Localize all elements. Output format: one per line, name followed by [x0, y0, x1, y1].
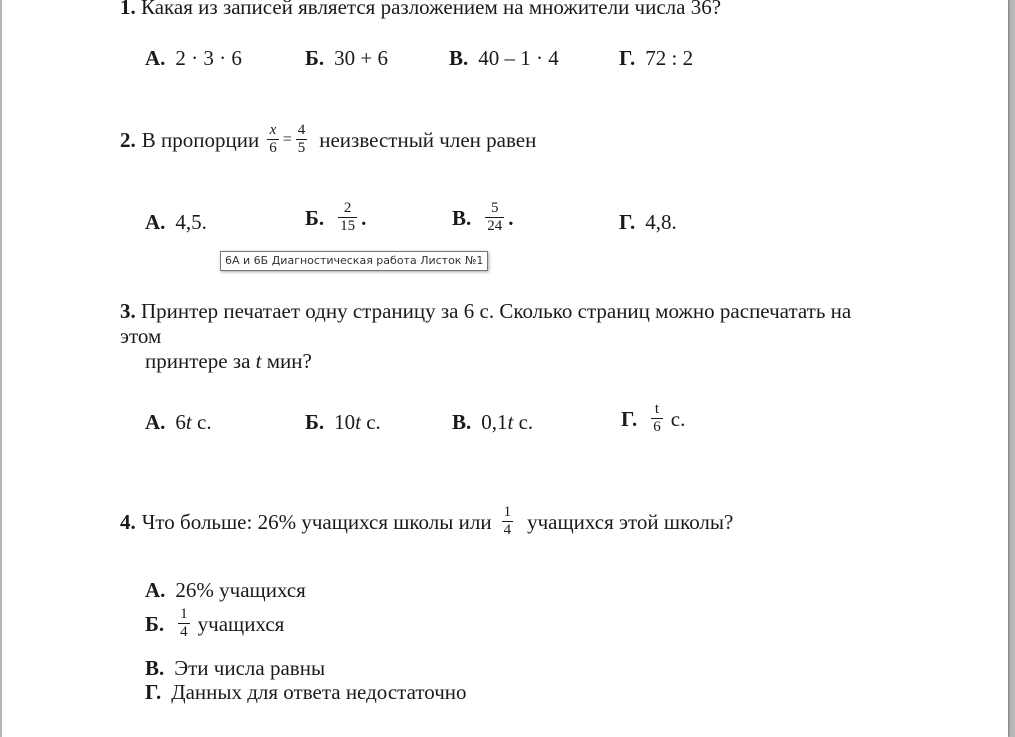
option-letter: А.	[145, 210, 166, 234]
question-1-text: Какая из записей является разложением на множители числа 36?	[141, 0, 722, 19]
question-2-text-after: неизвестный член равен	[319, 127, 537, 152]
option-letter: В.	[452, 410, 472, 434]
fraction-numerator: 1	[180, 606, 188, 622]
question-3-line-2: этом	[120, 324, 162, 348]
fraction-denominator: 4	[503, 522, 512, 538]
question-4	[120, 504, 733, 539]
question-3-text-a: принтере за	[145, 349, 251, 373]
option-text: Данных для ответа недостаточно	[171, 680, 467, 704]
option-letter: Б.	[305, 46, 325, 70]
fraction-denominator: 6	[269, 140, 277, 156]
option-unit: с.	[670, 406, 686, 431]
fraction-numerator: t	[654, 401, 660, 417]
fraction-x-over-6	[267, 122, 279, 157]
question-3-number: 3.	[120, 299, 136, 323]
option-text: 26% учащихся	[175, 578, 306, 602]
option-letter: Г.	[145, 680, 162, 704]
fraction-numerator: 2	[343, 200, 352, 216]
fraction-1-over-4	[178, 606, 190, 641]
question-3-text-b: мин?	[266, 349, 312, 373]
q1-option-d	[619, 46, 693, 70]
equals-sign: =	[282, 130, 292, 148]
option-letter: А.	[145, 578, 166, 602]
fraction-numerator: x	[269, 122, 277, 138]
fraction-5-over-24	[485, 200, 504, 235]
fraction-denominator: 15	[340, 218, 356, 234]
option-letter: Б.	[305, 410, 325, 434]
document-tooltip: 6А и 6Б Диагностическая работа Листок №1	[220, 251, 488, 271]
fraction-numerator: 5	[491, 200, 499, 216]
q1-option-a	[145, 46, 242, 70]
fraction-2-over-15	[338, 200, 357, 235]
option-value: 10	[334, 410, 356, 434]
option-letter: Г.	[619, 46, 636, 70]
fraction-denominator: 4	[180, 624, 188, 640]
q1-option-b	[305, 46, 388, 70]
option-letter: В.	[449, 46, 469, 70]
option-letter: Г.	[619, 210, 636, 234]
q1-option-c	[449, 46, 559, 70]
q4-option-d	[145, 680, 467, 704]
fraction-denominator: 6	[653, 419, 661, 435]
q3-option-c	[452, 410, 533, 434]
option-letter: А.	[145, 410, 166, 434]
question-3-text: Принтер печатает одну страницу за 6 с. Сколько страниц можно распечатать на	[141, 299, 852, 323]
question-4-text-after: учащихся этой школы?	[527, 509, 734, 534]
question-3-line-3	[145, 349, 312, 373]
option-unit: с.	[191, 410, 212, 434]
q2-option-c	[452, 200, 514, 235]
option-unit: с.	[513, 410, 534, 434]
option-letter: Б.	[145, 611, 165, 636]
option-unit: с.	[360, 410, 381, 434]
option-text: учащихся	[197, 611, 285, 636]
fraction-denominator: 5	[297, 140, 306, 156]
fraction-1-over-4	[502, 504, 514, 539]
question-2	[120, 122, 536, 157]
question-1-number: 1.	[120, 0, 136, 19]
option-letter: Г.	[621, 406, 638, 431]
variable-t: t	[507, 410, 514, 434]
option-suffix: .	[508, 205, 514, 230]
option-text: 4,5.	[175, 210, 207, 234]
fraction-numerator: 4	[297, 122, 306, 138]
option-text: 30 + 6	[334, 46, 388, 70]
option-letter: Б.	[305, 205, 325, 230]
option-text: Эти числа равны	[174, 656, 326, 680]
question-1	[120, 0, 721, 19]
variable-t: t	[255, 349, 262, 373]
q3-option-d	[621, 401, 685, 436]
option-text: 4,8.	[645, 210, 677, 234]
q4-option-a	[145, 578, 306, 602]
variable-t: t	[355, 410, 361, 434]
option-letter: В.	[452, 205, 472, 230]
option-text: 2 · 3 · 6	[175, 46, 242, 70]
q3-option-b	[305, 410, 381, 434]
q4-option-b	[145, 606, 284, 641]
option-text: 72 : 2	[645, 46, 694, 70]
q4-option-c	[145, 656, 325, 680]
question-3-line-1	[120, 299, 851, 323]
q2-option-d	[619, 210, 677, 234]
question-2-number: 2.	[120, 127, 136, 152]
fraction-4-over-5	[296, 122, 308, 157]
option-text: 40 – 1 · 4	[478, 46, 559, 70]
document-page	[2, 0, 1008, 737]
variable-t: t	[185, 410, 192, 434]
question-4-text-before: Что больше: 26% учащихся школы или	[141, 509, 492, 534]
option-value: 0,1	[481, 410, 508, 434]
question-2-text-before: В пропорции	[141, 127, 260, 152]
q2-option-b	[305, 200, 366, 235]
fraction-t-over-6	[651, 401, 663, 436]
q2-option-a	[145, 210, 207, 234]
fraction-numerator: 1	[503, 504, 512, 520]
question-4-number: 4.	[120, 509, 136, 534]
option-suffix: .	[361, 205, 367, 230]
option-letter: А.	[145, 46, 166, 70]
fraction-denominator: 24	[487, 218, 503, 234]
q3-option-a	[145, 410, 212, 434]
option-letter: В.	[145, 656, 165, 680]
option-value: 6	[175, 410, 186, 434]
